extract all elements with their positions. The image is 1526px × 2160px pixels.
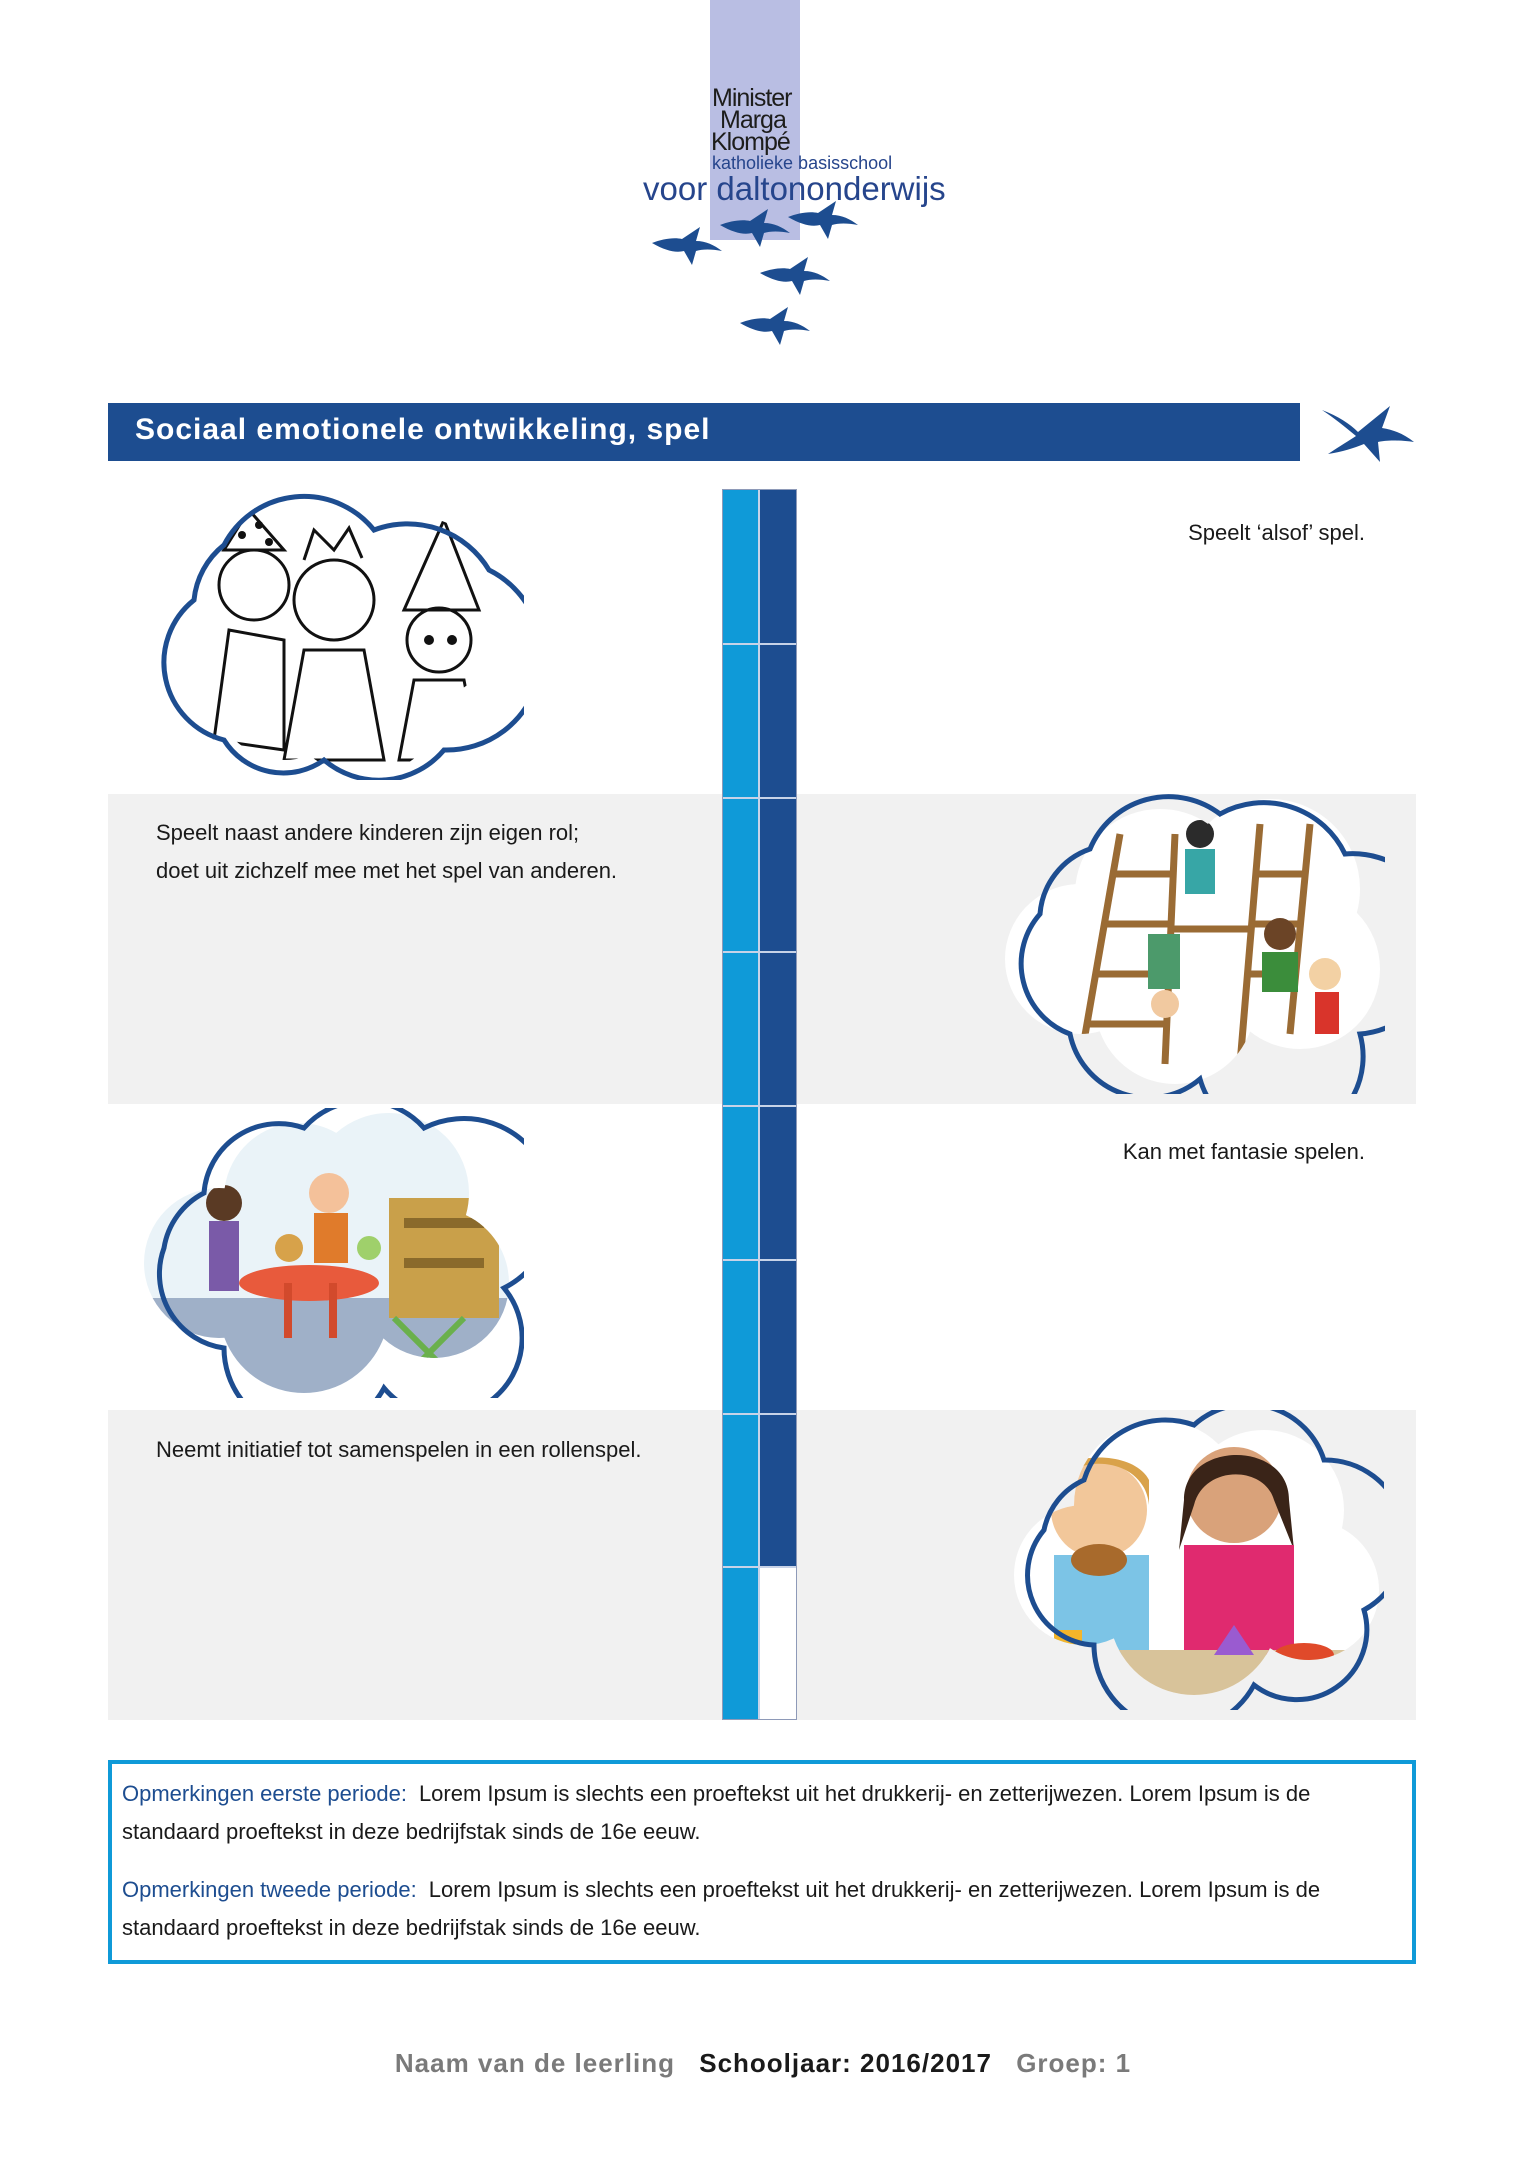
comment-second-period-label: Opmerkingen tweede periode:	[122, 1877, 417, 1902]
item-2-line-1: Speelt naast andere kinderen zijn eigen rol;	[156, 820, 580, 845]
item-2-line-2: doet uit zichzelf mee met het spel van anderen.	[156, 858, 618, 883]
comment-second-period	[122, 1871, 1392, 1947]
comment-first-period-text: Lorem Ipsum is slechts een proeftekst uit het drukkerij- en zetterijwezen. Lorem Ipsum is de standaard proeftekst in deze bedrijfstak sinds de 16e eeuw.	[122, 1781, 1311, 1844]
progress-frame	[722, 489, 797, 1720]
comment-first-period-label: Opmerkingen eerste periode:	[122, 1781, 407, 1806]
item-1-line-1: Speelt ‘alsof’ spel.	[1188, 520, 1365, 545]
footer-group: Groep: 1	[1016, 2048, 1132, 2078]
footer	[0, 2048, 1526, 2079]
section-title: Sociaal emotionele ontwikkeling, spel	[135, 413, 711, 446]
children-tea-party-illustration	[134, 1108, 524, 1398]
bird-icon	[1320, 398, 1415, 464]
item-4-line-1: Neemt initiatief tot samenspelen in een rollenspel.	[156, 1437, 642, 1462]
children-climbing-illustration	[1000, 794, 1385, 1094]
logo-tagline: voor daltononderwijs	[643, 170, 946, 207]
logo-birds-icon	[640, 195, 880, 370]
footer-student-name: Naam van de leerling	[394, 2048, 675, 2078]
logo-text-line3: Klompé	[711, 128, 790, 156]
comment-second-period-text: Lorem Ipsum is slechts een proeftekst uit het drukkerij- en zetterijwezen. Lorem Ipsum is de standaard proeftekst in deze bedrijfstak sinds de 16e eeuw.	[122, 1877, 1321, 1940]
children-costume-illustration	[134, 490, 524, 780]
logo-text-line1: Minister	[712, 84, 792, 112]
item-2-text	[156, 814, 716, 890]
footer-school-year: Schooljaar: 2016/2017	[699, 2048, 992, 2078]
comment-first-period	[122, 1775, 1392, 1851]
item-3-line-1: Kan met fantasie spelen.	[1122, 1139, 1365, 1164]
item-4-text	[156, 1431, 716, 1469]
children-eating-photo	[1004, 1410, 1384, 1710]
logo-subtitle: katholieke basisschool	[712, 153, 893, 173]
item-1-text	[1090, 514, 1365, 552]
logo-text-line2: Marga	[720, 106, 786, 134]
item-3-text	[1040, 1133, 1365, 1171]
